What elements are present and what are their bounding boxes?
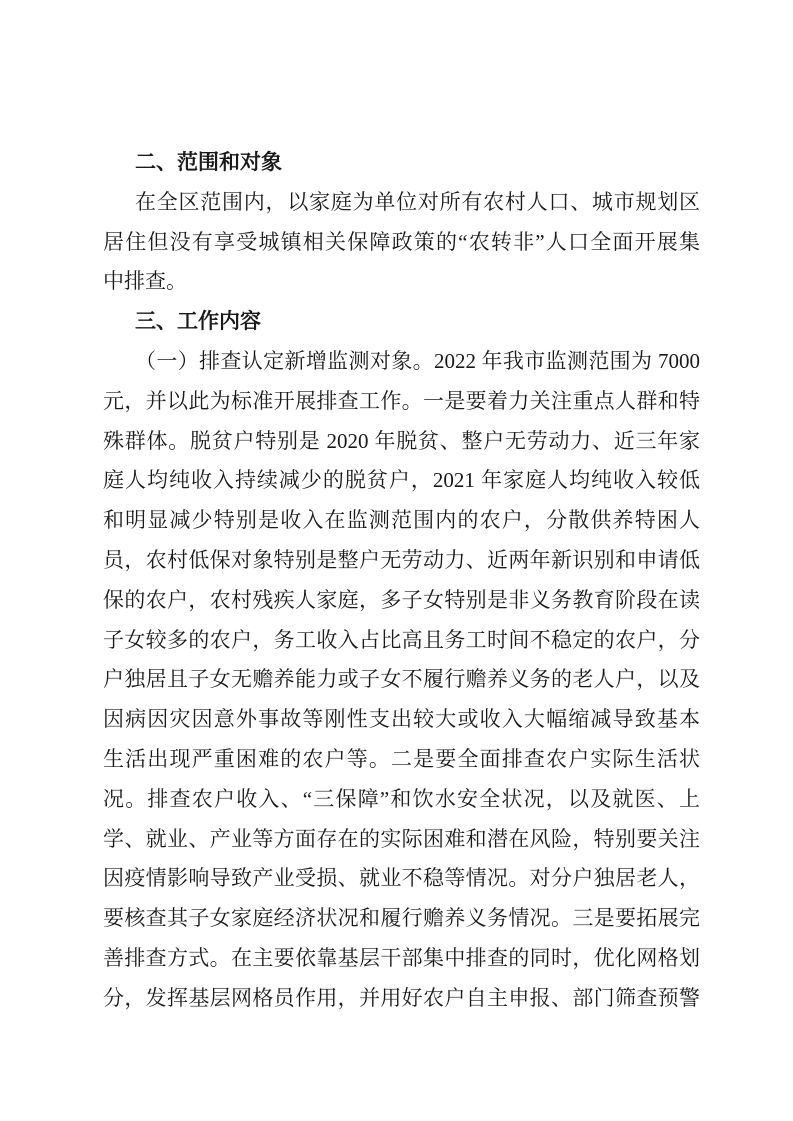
paragraph-line: 在全区范围内，以家庭为单位对所有农村人口、城市规划区 — [135, 189, 700, 214]
document-page — [103, 143, 700, 1019]
paragraph-line: 户独居且子女无赡养能力或子女不履行赡养义务的老人户，以及 — [103, 667, 700, 692]
paragraph-line: 善排查方式。在主要依靠基层干部集中排查的同时，优化网格划 — [103, 945, 700, 970]
paragraph-line: 因疫情影响导致产业受损、就业不稳等情况。对分户独居老人， — [103, 866, 700, 891]
paragraph-line: 况。排查农户收入、“三保障”和饮水安全状况，以及就医、上 — [103, 786, 700, 811]
paragraph-line: 学、就业、产业等方面存在的实际困难和潜在风险，特别要关注 — [103, 826, 700, 851]
section-heading-scope: 二、范围和对象 — [135, 150, 282, 174]
paragraph-line: 分，发挥基层网格员作用，并用好农户自主申报、部门筛查预警 — [103, 985, 700, 1010]
paragraph-line: 子女较多的农户，务工收入占比高且务工时间不稳定的农户，分 — [103, 627, 700, 652]
paragraph-line: 保的农户，农村残疾人家庭，多子女特别是非义务教育阶段在读 — [103, 587, 700, 612]
paragraph-line: 元，并以此为标准开展排查工作。一是要着力关注重点人群和特 — [103, 388, 700, 413]
paragraph-line: 殊群体。脱贫户特别是 2020 年脱贫、整户无劳动力、近三年家 — [103, 428, 700, 453]
paragraph-line: 因病因灾因意外事故等刚性支出较大或收入大幅缩减导致基本 — [103, 707, 700, 732]
section-heading-work-content: 三、工作内容 — [135, 309, 261, 334]
paragraph-line: 和明显减少特别是收入在监测范围内的农户，分散供养特困人 — [103, 508, 700, 533]
paragraph-line: 员，农村低保对象特别是整户无劳动力、近两年新识别和申请低 — [103, 547, 700, 572]
paragraph-line: 生活出现严重困难的农户等。二是要全面排查农户实际生活状 — [103, 746, 700, 771]
paragraph-line: 要核查其子女家庭经济状况和履行赡养义务情况。三是要拓展完 — [103, 906, 700, 931]
paragraph-line: 中排查。 — [103, 269, 187, 294]
work-content-paragraph — [103, 342, 700, 1019]
paragraph-line: 居住但没有享受城镇相关保障政策的“农转非”人口全面开展集 — [103, 229, 700, 254]
paragraph-line: （一）排查认定新增监测对象。2022 年我市监测范围为 7000 — [135, 348, 700, 373]
paragraph-line: 庭人均纯收入持续减少的脱贫户，2021 年家庭人均纯收入较低 — [103, 468, 700, 493]
